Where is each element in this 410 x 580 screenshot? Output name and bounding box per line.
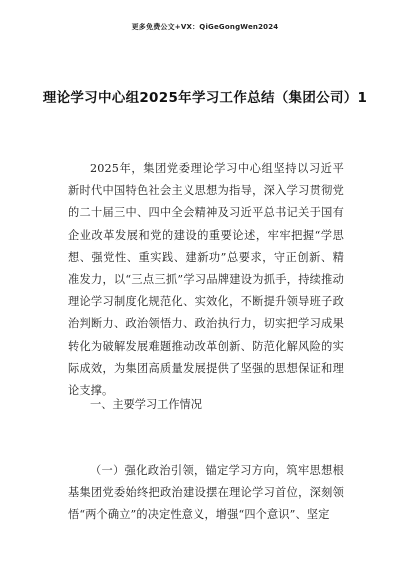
intro-paragraph: 2025年，集团党委理论学习中心组坚持以习近平新时代中国特色社会主义思想为指导，深入学习贯彻党的二十届三中、四中全会精神及习近平总书记关于国有企业改革发展和党的建设的重要论述，牢牢把握“学思想、强党性、重实践、建新功”总要求，守正创新、精准发力，以“三点三抓”学习品牌建设为抓手，持续推动理论学习制度化规范化、实效化，不断提升领导班子政治判断力、政治领悟力、政治执行力，切实把学习成果转化为破解发展难题推动改革创新、防范化解风险的实际成效，为集团高质量发展提供了坚强的思想保证和理论支撑。 (68, 162, 344, 398)
header-note: 更多免费公文+VX：QiGeGongWen2024 (131, 23, 279, 31)
document-title: 理论学习中心组2025年学习工作总结（集团公司）1 (42, 90, 368, 106)
section-heading: 一、主要学习工作情况 (90, 398, 202, 411)
section1-paragraph: （一）强化政治引领，锚定学习方向，筑牢思想根基集团党委始终把政治建设摆在理论学习首位，深刻领悟“两个确立”的决定性意义，增强“四个意识”、坚定 (68, 464, 344, 522)
